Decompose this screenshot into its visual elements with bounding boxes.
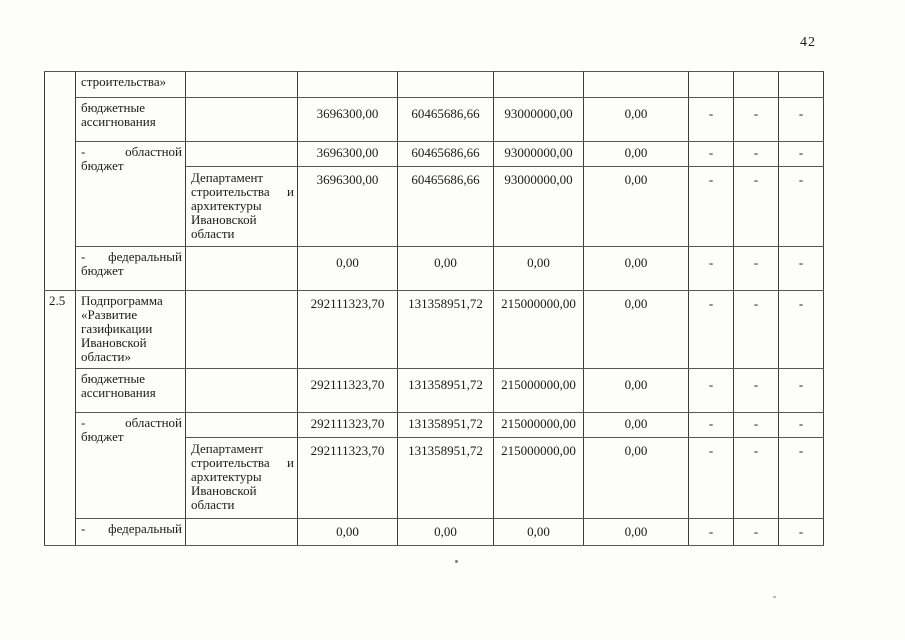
dash-cell-2: - <box>734 413 779 438</box>
executor-cell <box>186 167 298 247</box>
dash-marker: - <box>81 415 86 430</box>
program-name-text: строительства» <box>81 74 167 89</box>
dash-cell-2: - <box>734 167 779 247</box>
value-cell-1 <box>298 72 398 98</box>
value-cell-3: 93000000,00 <box>494 167 584 247</box>
table-row <box>45 413 824 438</box>
regional-budget-label-cell <box>76 413 186 519</box>
value-cell-2: 131358951,72 <box>398 369 494 413</box>
row-number-text: 2.5 <box>49 293 66 308</box>
executor-line: Ивановской <box>191 483 257 498</box>
dash-marker: - <box>81 521 86 536</box>
budget-label-cell <box>76 369 186 413</box>
value-cell-1: 3696300,00 <box>298 142 398 167</box>
executor-line: области <box>191 497 235 512</box>
executor-line: Департамент <box>191 441 264 456</box>
budget-label-cell <box>76 98 186 142</box>
executor-cell <box>186 247 298 291</box>
executor-line: Департамент <box>191 170 264 185</box>
value-cell-1: 3696300,00 <box>298 98 398 142</box>
budget-label-text: бюджетные ассигнования <box>81 371 156 400</box>
dash-marker: - <box>81 249 86 264</box>
label-line <box>81 522 182 536</box>
executor-cell <box>186 142 298 167</box>
value-cell-2: 131358951,72 <box>398 291 494 369</box>
value-cell-4: 0,00 <box>584 369 689 413</box>
value-cell-1: 0,00 <box>298 247 398 291</box>
row-number-cell <box>45 72 76 291</box>
value-cell-2: 60465686,66 <box>398 142 494 167</box>
value-cell-4 <box>584 72 689 98</box>
value-cell-1: 3696300,00 <box>298 167 398 247</box>
executor-cell <box>186 291 298 369</box>
dash-cell-3: - <box>779 438 824 519</box>
executor-line: архитектуры <box>191 469 262 484</box>
dash-cell-3: - <box>779 519 824 546</box>
dash-cell-1: - <box>689 438 734 519</box>
dash-cell-3: - <box>779 291 824 369</box>
value-cell-3: 0,00 <box>494 519 584 546</box>
value-cell-4: 0,00 <box>584 291 689 369</box>
value-cell-3: 215000000,00 <box>494 438 584 519</box>
dash-cell-1: - <box>689 519 734 546</box>
value-cell-1: 292111323,70 <box>298 413 398 438</box>
executor-cell <box>186 72 298 98</box>
executor-word: и <box>287 455 294 470</box>
value-cell-2: 60465686,66 <box>398 167 494 247</box>
dash-cell-1: - <box>689 167 734 247</box>
label-line <box>81 250 182 264</box>
value-cell-4: 0,00 <box>584 167 689 247</box>
executor-line <box>191 456 294 470</box>
label-word: федеральный <box>108 249 182 264</box>
executor-word: строительства <box>191 184 270 199</box>
table-row <box>45 369 824 413</box>
label-word: областной <box>125 144 182 159</box>
dash-cell-2: - <box>734 291 779 369</box>
label-line: бюджет <box>81 429 124 444</box>
table-row <box>45 519 824 546</box>
scan-speck <box>455 560 458 563</box>
federal-budget-label-cell <box>76 519 186 546</box>
label-line: бюджет <box>81 263 124 278</box>
value-cell-3: 215000000,00 <box>494 413 584 438</box>
executor-word: строительства <box>191 455 270 470</box>
executor-cell <box>186 98 298 142</box>
federal-budget-label-cell <box>76 247 186 291</box>
value-cell-2: 60465686,66 <box>398 98 494 142</box>
label-line <box>81 416 182 430</box>
table-row <box>45 291 824 369</box>
value-cell-3: 93000000,00 <box>494 142 584 167</box>
value-cell-1: 292111323,70 <box>298 369 398 413</box>
dash-cell-2 <box>734 72 779 98</box>
dash-cell-1: - <box>689 98 734 142</box>
table-row <box>45 98 824 142</box>
dash-marker: - <box>81 144 86 159</box>
executor-word: и <box>287 184 294 199</box>
executor-line: архитектуры <box>191 198 262 213</box>
value-cell-2: 0,00 <box>398 519 494 546</box>
table-row <box>45 72 824 98</box>
executor-cell <box>186 438 298 519</box>
table-row <box>45 247 824 291</box>
table-row <box>45 142 824 167</box>
value-cell-4: 0,00 <box>584 247 689 291</box>
executor-line <box>191 185 294 199</box>
value-cell-4: 0,00 <box>584 98 689 142</box>
dash-cell-3 <box>779 72 824 98</box>
program-name-cell <box>76 291 186 369</box>
label-word: областной <box>125 415 182 430</box>
dash-cell-1: - <box>689 291 734 369</box>
value-cell-3: 215000000,00 <box>494 291 584 369</box>
executor-cell <box>186 369 298 413</box>
dash-cell-1: - <box>689 369 734 413</box>
budget-table <box>44 71 824 546</box>
value-cell-2: 131358951,72 <box>398 438 494 519</box>
budget-label-text: бюджетные ассигнования <box>81 100 156 129</box>
value-cell-4: 0,00 <box>584 142 689 167</box>
executor-line: области <box>191 226 235 241</box>
value-cell-4: 0,00 <box>584 413 689 438</box>
label-line: бюджет <box>81 158 124 173</box>
dash-cell-1: - <box>689 142 734 167</box>
value-cell-2: 131358951,72 <box>398 413 494 438</box>
value-cell-1: 292111323,70 <box>298 291 398 369</box>
executor-cell <box>186 413 298 438</box>
value-cell-1: 0,00 <box>298 519 398 546</box>
value-cell-3: 215000000,00 <box>494 369 584 413</box>
dash-cell-1: - <box>689 413 734 438</box>
dash-cell-2: - <box>734 142 779 167</box>
value-cell-1: 292111323,70 <box>298 438 398 519</box>
dash-cell-3: - <box>779 369 824 413</box>
page-number: 42 <box>800 35 816 50</box>
value-cell-3: 0,00 <box>494 247 584 291</box>
executor-line: Ивановской <box>191 212 257 227</box>
value-cell-2: 0,00 <box>398 247 494 291</box>
dash-cell-1 <box>689 72 734 98</box>
program-name-cell <box>76 72 186 98</box>
program-name-text: Подпрограмма «Развитие газификации Ивановской области» <box>81 293 163 364</box>
label-line <box>81 145 182 159</box>
dash-cell-3: - <box>779 247 824 291</box>
dash-cell-3: - <box>779 142 824 167</box>
dash-cell-2: - <box>734 247 779 291</box>
dash-cell-3: - <box>779 413 824 438</box>
dash-cell-3: - <box>779 98 824 142</box>
value-cell-3 <box>494 72 584 98</box>
row-number-cell <box>45 291 76 546</box>
value-cell-2 <box>398 72 494 98</box>
dash-cell-2: - <box>734 98 779 142</box>
scan-speck <box>773 596 776 598</box>
value-cell-4: 0,00 <box>584 438 689 519</box>
dash-cell-3: - <box>779 167 824 247</box>
regional-budget-label-cell <box>76 142 186 247</box>
dash-cell-2: - <box>734 438 779 519</box>
dash-cell-2: - <box>734 519 779 546</box>
dash-cell-1: - <box>689 247 734 291</box>
label-word: федеральный <box>108 521 182 536</box>
dash-cell-2: - <box>734 369 779 413</box>
value-cell-3: 93000000,00 <box>494 98 584 142</box>
value-cell-4: 0,00 <box>584 519 689 546</box>
executor-cell <box>186 519 298 546</box>
